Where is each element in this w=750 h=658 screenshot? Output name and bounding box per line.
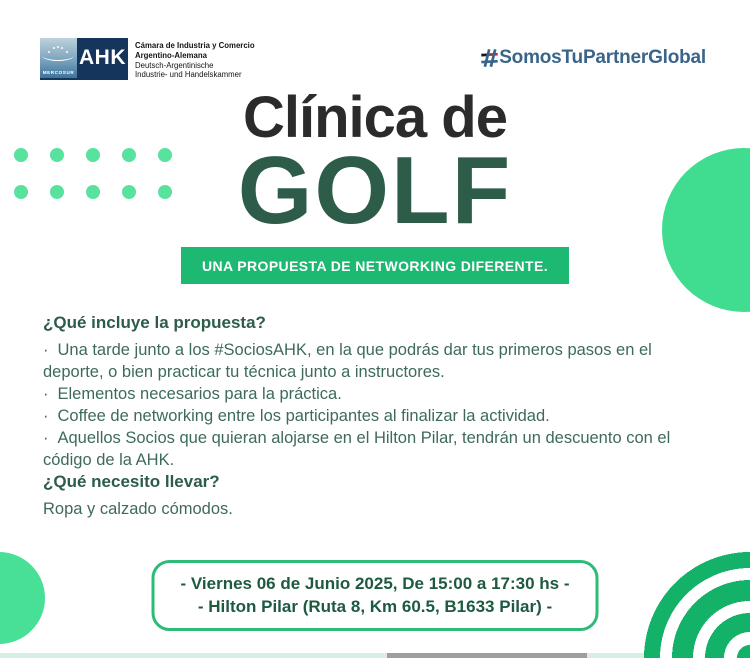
org-line: Cámara de Industria y Comercio xyxy=(135,41,255,50)
bullet-char: · xyxy=(43,385,49,403)
org-line: Deutsch-Argentinische xyxy=(135,60,214,70)
ahk-label: AHK xyxy=(79,46,126,69)
bullet-char: · xyxy=(43,407,49,425)
mercosur-label: MERCOSUR xyxy=(42,70,75,75)
hashtag-somostupartnerglobal xyxy=(481,47,706,69)
bullet-item xyxy=(43,405,703,427)
body-copy xyxy=(43,312,703,520)
ahk-wordmark xyxy=(77,38,128,78)
ahk-logo xyxy=(40,38,255,80)
mercosur-stars-icon xyxy=(57,46,59,48)
section2-heading: ¿Qué necesito llevar? xyxy=(43,472,220,491)
org-line: Industrie- und Handelskammer xyxy=(135,70,242,80)
bullet-char: · xyxy=(43,341,49,359)
org-line: Argentino-Alemana xyxy=(135,50,207,60)
networking-banner: UNA PROPUESTA DE NETWORKING DIFERENTE. xyxy=(181,247,569,284)
section2-text: Ropa y calzado cómodos. xyxy=(43,500,233,518)
bullet-item xyxy=(43,427,703,471)
bottom-left-circle-decoration xyxy=(0,552,45,644)
event-date-line: - Viernes 06 de Junio 2025, De 15:00 a 17:30 hs - xyxy=(180,574,570,593)
hashtag-text: SomosTuPartnerGlobal xyxy=(499,47,706,68)
bottom-strip-gray-segment xyxy=(387,653,587,658)
event-details-box xyxy=(152,560,599,631)
concentric-arcs-decoration xyxy=(638,546,750,658)
organization-name xyxy=(135,38,255,80)
title-line-2: GOLF xyxy=(237,137,513,244)
event-location-line: - Hilton Pilar (Ruta 8, Km 60.5, B1633 Pilar) - xyxy=(197,597,553,616)
bullet-char: · xyxy=(43,429,49,447)
bullet-item xyxy=(43,339,703,383)
mercosur-panel xyxy=(40,38,77,78)
bullet-text: Coffee de networking entre los participantes al finalizar la actividad. xyxy=(57,407,550,425)
ahk-logo-box xyxy=(40,38,128,80)
title-line-1: Clínica de xyxy=(243,85,507,150)
hashtag-icon xyxy=(481,48,498,68)
mercosur-swoosh-icon xyxy=(42,50,74,61)
bullet-item xyxy=(43,383,703,405)
bullet-text: Aquellos Socios que quieran alojarse en el Hilton Pilar, tendrán un descuento con el código de la AHK. xyxy=(43,429,671,469)
bullet-text: Una tarde junto a los #SociosAHK, en la que podrás dar tus primeros pasos en el deporte, o bien practicar tu técnica junto a instructores. xyxy=(43,341,652,381)
section1-heading: ¿Qué incluye la propuesta? xyxy=(43,313,266,332)
bullet-text: Elementos necesarios para la práctica. xyxy=(57,385,342,403)
